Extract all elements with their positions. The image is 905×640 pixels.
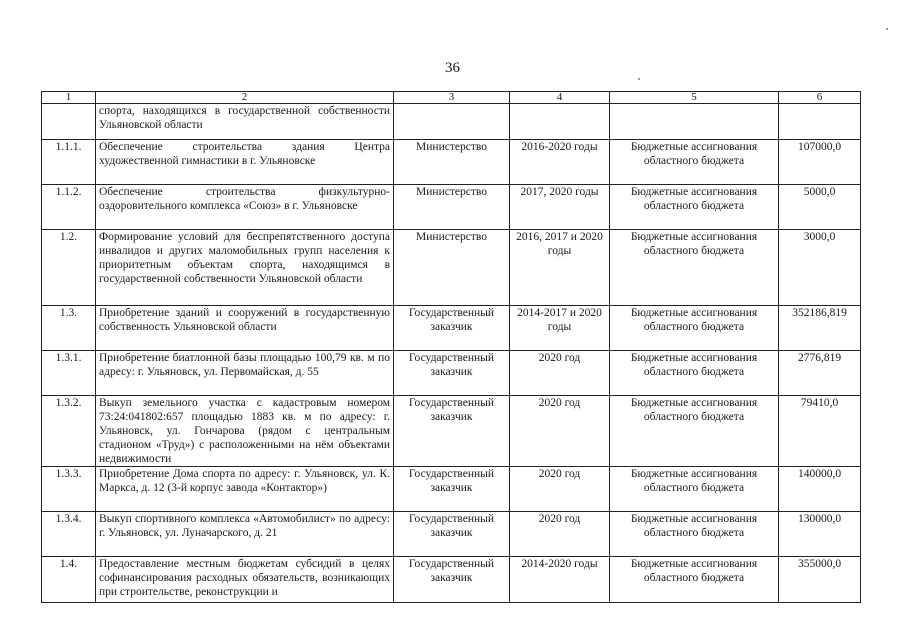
header-col-1: 1 <box>42 92 96 104</box>
row-executor: Министерство <box>394 185 510 230</box>
row-number: 1.3.2. <box>42 396 96 467</box>
row-executor: Государственный заказчик <box>394 306 510 351</box>
row-period: 2020 год <box>510 396 610 467</box>
row-executor: Государственный заказчик <box>394 557 510 603</box>
row-source: Бюджетные ассигнования областного бюджета <box>610 512 779 557</box>
row-source: Бюджетные ассигнования областного бюджета <box>610 185 779 230</box>
row-name: Выкуп спортивного комплекса «Автомобилист» по адресу: г. Ульяновск, ул. Луначарского, д. 21 <box>96 512 394 557</box>
row-amount: 2776,819 <box>779 351 861 396</box>
row-amount: 107000,0 <box>779 140 861 185</box>
row-number <box>42 104 96 140</box>
row-amount: 352186,819 <box>779 306 861 351</box>
budget-table <box>41 91 861 603</box>
row-source <box>610 104 779 140</box>
row-executor: Министерство <box>394 230 510 306</box>
table-row <box>42 512 861 557</box>
header-col-6: 6 <box>779 92 861 104</box>
row-number: 1.1.1. <box>42 140 96 185</box>
header-col-4: 4 <box>510 92 610 104</box>
table-row <box>42 104 861 140</box>
row-number: 1.3.4. <box>42 512 96 557</box>
row-source: Бюджетные ассигнования областного бюджета <box>610 230 779 306</box>
row-number: 1.3.3. <box>42 467 96 512</box>
row-amount: 130000,0 <box>779 512 861 557</box>
row-period: 2014-2017 и 2020 годы <box>510 306 610 351</box>
row-name: Приобретение Дома спорта по адресу: г. Ульяновск, ул. К. Маркса, д. 12 (3-й корпус завода «Контактор») <box>96 467 394 512</box>
row-period: 2014-2020 годы <box>510 557 610 603</box>
row-period: 2020 год <box>510 351 610 396</box>
row-period: 2017, 2020 годы <box>510 185 610 230</box>
table-row <box>42 185 861 230</box>
row-amount: 355000,0 <box>779 557 861 603</box>
scan-speck <box>638 78 640 80</box>
row-number: 1.3.1. <box>42 351 96 396</box>
row-number: 1.3. <box>42 306 96 351</box>
row-executor: Государственный заказчик <box>394 396 510 467</box>
row-name: Формирование условий для беспрепятственного доступа инвалидов и других маломобильных групп населения к приоритетным объектам спорта, находящимся в государственной собственности Ульяновской области <box>96 230 394 306</box>
header-col-2: 2 <box>96 92 394 104</box>
table-row <box>42 396 861 467</box>
row-executor: Государственный заказчик <box>394 351 510 396</box>
row-amount: 3000,0 <box>779 230 861 306</box>
row-period <box>510 104 610 140</box>
row-amount <box>779 104 861 140</box>
header-col-3: 3 <box>394 92 510 104</box>
header-col-5: 5 <box>610 92 779 104</box>
row-period: 2020 год <box>510 512 610 557</box>
table-row <box>42 467 861 512</box>
scan-speck <box>886 28 888 30</box>
row-source: Бюджетные ассигнования областного бюджета <box>610 140 779 185</box>
row-period: 2016-2020 годы <box>510 140 610 185</box>
row-period: 2020 год <box>510 467 610 512</box>
row-name: спорта, находящихся в государственной собственности Ульяновской области <box>96 104 394 140</box>
table-header-row <box>42 92 861 104</box>
row-executor <box>394 104 510 140</box>
row-number: 1.1.2. <box>42 185 96 230</box>
row-source: Бюджетные ассигнования областного бюджета <box>610 467 779 512</box>
page-number: 36 <box>445 60 460 76</box>
row-name: Приобретение зданий и сооружений в государственную собственность Ульяновской области <box>96 306 394 351</box>
row-executor: Государственный заказчик <box>394 512 510 557</box>
row-number: 1.2. <box>42 230 96 306</box>
table-row <box>42 230 861 306</box>
row-amount: 140000,0 <box>779 467 861 512</box>
row-executor: Министерство <box>394 140 510 185</box>
row-name: Обеспечение строительства здания Центра художественной гимнастики в г. Ульяновске <box>96 140 394 185</box>
row-name: Приобретение биатлонной базы площадью 100,79 кв. м по адресу: г. Ульяновск, ул. Первомайская, д. 55 <box>96 351 394 396</box>
table-row <box>42 351 861 396</box>
table-row <box>42 557 861 603</box>
row-source: Бюджетные ассигнования областного бюджета <box>610 557 779 603</box>
table-row <box>42 140 861 185</box>
row-name: Обеспечение строительства физкультурно-оздоровительного комплекса «Союз» в г. Ульяновске <box>96 185 394 230</box>
row-source: Бюджетные ассигнования областного бюджета <box>610 396 779 467</box>
row-source: Бюджетные ассигнования областного бюджета <box>610 306 779 351</box>
row-source: Бюджетные ассигнования областного бюджета <box>610 351 779 396</box>
row-executor: Государственный заказчик <box>394 467 510 512</box>
table-row <box>42 306 861 351</box>
row-name: Выкуп земельного участка с кадастровым номером 73:24:041802:657 площадью 1883 кв. м по адресу: г. Ульяновск, ул. Гончарова (рядом с центральным стадионом «Труд») с расположенными на нём объектами недвижимости <box>96 396 394 467</box>
row-period: 2016, 2017 и 2020 годы <box>510 230 610 306</box>
row-name: Предоставление местным бюджетам субсидий в целях софинансирования расходных обязательств, возникающих при строительстве, реконструкции и <box>96 557 394 603</box>
row-amount: 5000,0 <box>779 185 861 230</box>
row-number: 1.4. <box>42 557 96 603</box>
row-amount: 79410,0 <box>779 396 861 467</box>
